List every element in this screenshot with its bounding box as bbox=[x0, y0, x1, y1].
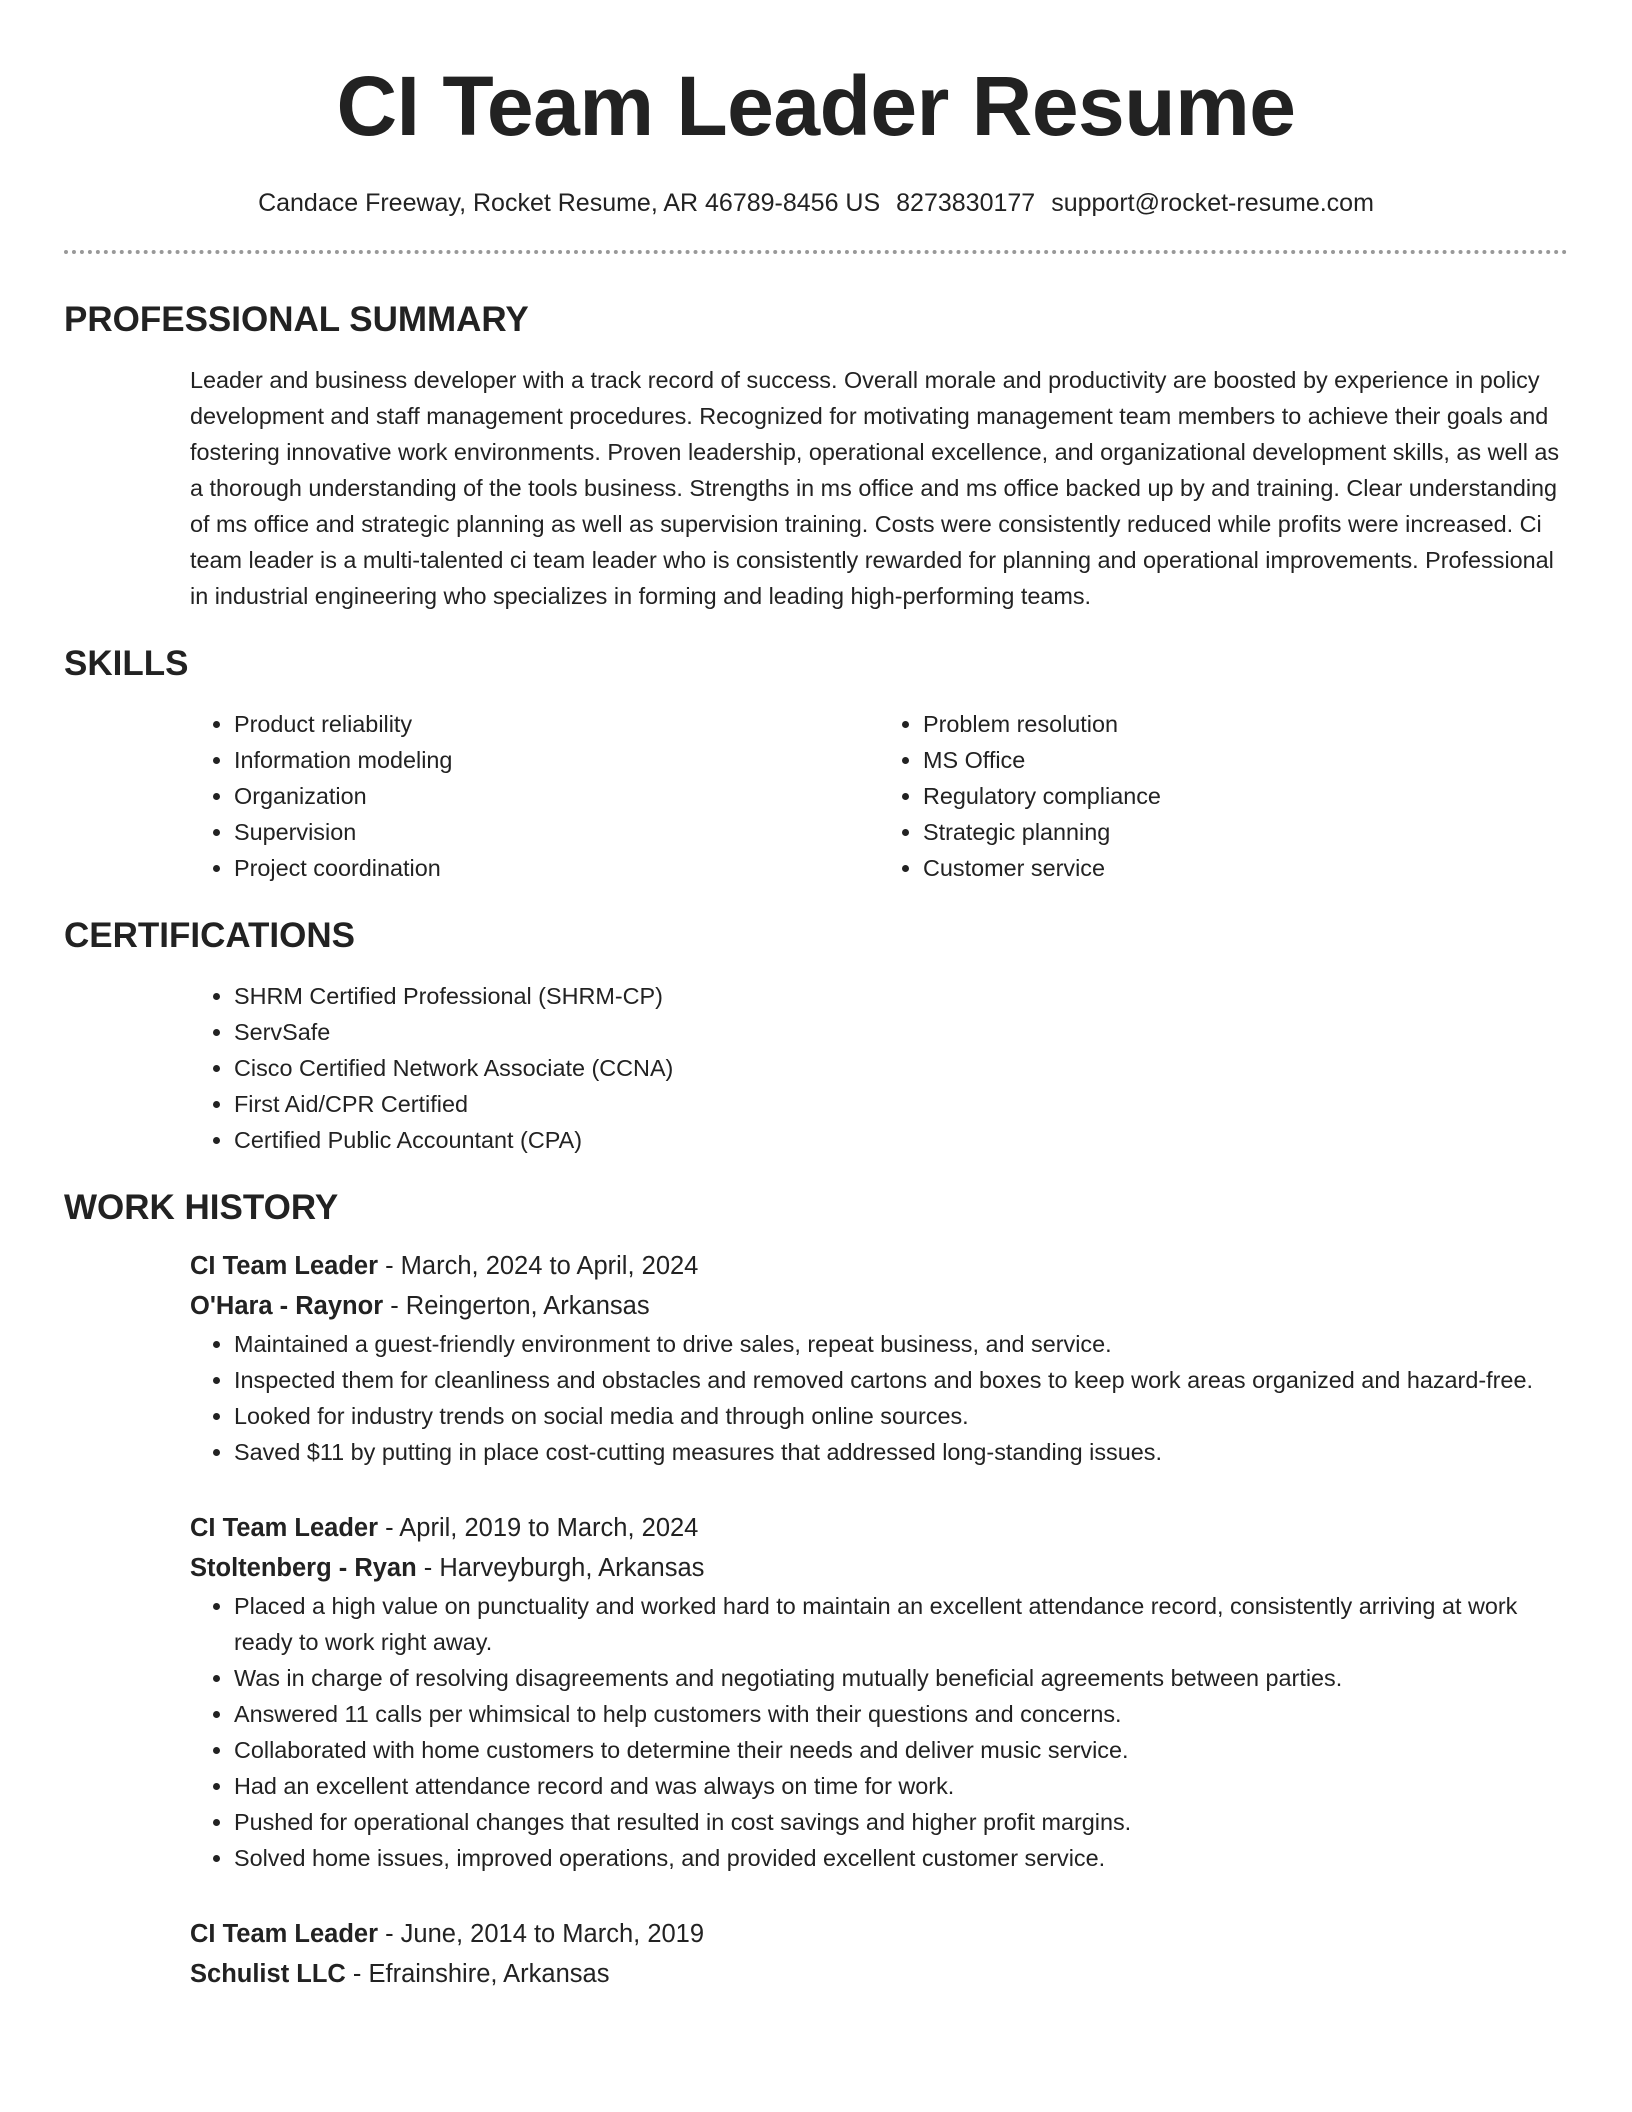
certifications-heading: CERTIFICATIONS bbox=[64, 916, 356, 955]
contact-line bbox=[64, 188, 1568, 218]
job-company-line bbox=[190, 1954, 1568, 1994]
job-bullet: • Inspected them for cleanliness and obstacles and removed cartons and boxes to keep work areas organized and hazard-free. bbox=[234, 1362, 1568, 1398]
job-dates: - April, 2019 to March, 2024 bbox=[378, 1514, 699, 1542]
contact-email: support@rocket-resume.com bbox=[1051, 189, 1374, 217]
skill-item: • Information modeling bbox=[234, 742, 879, 778]
job-title-line bbox=[190, 1914, 1568, 1954]
header-divider bbox=[64, 250, 1568, 254]
skill-item: • Regulatory compliance bbox=[923, 778, 1568, 814]
summary-text: Leader and business developer with a track record of success. Overall morale and productivity are boosted by experience in policy development and staff management procedures. Recognized for motivating management team members to achieve their goals and fostering innovative work environments. Proven leadership, operational excellence, and organizational development skills, as well as a thorough understanding of the tools business. Strengths in ms office and ms office backed up by and training. Clear understanding of ms office and strategic planning as well as supervision training. Costs were consistently reduced while profits were increased. Ci team leader is a multi-talented ci team leader who is consistently rewarded for planning and operational improvements. Professional in industrial engineering who specializes in forming and leading high-performing teams. bbox=[190, 367, 1560, 609]
certification-item: • First Aid/CPR Certified bbox=[234, 1086, 1568, 1122]
job-dates: - June, 2014 to March, 2019 bbox=[378, 1920, 705, 1948]
contact-phone: 8273830177 bbox=[896, 189, 1036, 217]
skill-item: • Supervision bbox=[234, 814, 879, 850]
job-bullet: • Answered 11 calls per whimsical to help customers with their questions and concerns. bbox=[234, 1696, 1568, 1732]
summary-section bbox=[64, 300, 1568, 614]
job-entry bbox=[190, 1246, 1568, 1470]
job-entry bbox=[190, 1914, 1568, 1994]
job-bullet: • Collaborated with home customers to determine their needs and deliver music service. bbox=[234, 1732, 1568, 1768]
job-bullet: • Pushed for operational changes that resulted in cost savings and higher profit margins. bbox=[234, 1804, 1568, 1840]
certification-item: • Cisco Certified Network Associate (CCNA) bbox=[234, 1050, 1568, 1086]
certifications-list-wrap bbox=[190, 978, 1568, 1158]
job-company: O'Hara - Raynor bbox=[190, 1292, 384, 1320]
job-title: CI Team Leader bbox=[190, 1920, 379, 1948]
job-title: CI Team Leader bbox=[190, 1252, 379, 1280]
skills-column-right bbox=[879, 706, 1568, 886]
work-history-section bbox=[64, 1188, 1568, 1994]
job-bullets bbox=[190, 1588, 1568, 1876]
job-location: - Reingerton, Arkansas bbox=[383, 1292, 650, 1320]
job-company-line bbox=[190, 1286, 1568, 1326]
job-company-line bbox=[190, 1548, 1568, 1588]
job-bullet: • Saved $11 by putting in place cost-cutting measures that addressed long-standing issues. bbox=[234, 1434, 1568, 1470]
skill-item: • Strategic planning bbox=[923, 814, 1568, 850]
skill-item: • Customer service bbox=[923, 850, 1568, 886]
skill-item: • Product reliability bbox=[234, 706, 879, 742]
summary-heading: PROFESSIONAL SUMMARY bbox=[64, 300, 529, 339]
job-dates: - March, 2024 to April, 2024 bbox=[378, 1252, 699, 1280]
certifications-list bbox=[190, 978, 1568, 1158]
job-bullet: • Solved home issues, improved operations, and provided excellent customer service. bbox=[234, 1840, 1568, 1876]
skills-heading: SKILLS bbox=[64, 644, 189, 683]
job-title-line bbox=[190, 1508, 1568, 1548]
skill-item: • Project coordination bbox=[234, 850, 879, 886]
job-title-line bbox=[190, 1246, 1568, 1286]
job-location: - Harveyburgh, Arkansas bbox=[416, 1554, 705, 1582]
job-bullet: • Looked for industry trends on social media and through online sources. bbox=[234, 1398, 1568, 1434]
job-entry bbox=[190, 1508, 1568, 1876]
certification-item: • SHRM Certified Professional (SHRM-CP) bbox=[234, 978, 1568, 1014]
job-company: Schulist LLC bbox=[190, 1960, 346, 1988]
job-title: CI Team Leader bbox=[190, 1514, 379, 1542]
skills-section bbox=[64, 644, 1568, 886]
job-bullet: • Maintained a guest-friendly environment to drive sales, repeat business, and service. bbox=[234, 1326, 1568, 1362]
job-company: Stoltenberg - Ryan bbox=[190, 1554, 417, 1582]
resume-title: CI Team Leader Resume bbox=[336, 59, 1296, 153]
certification-item: • ServSafe bbox=[234, 1014, 1568, 1050]
resume-page bbox=[64, 0, 1568, 1994]
job-bullet: • Was in charge of resolving disagreements and negotiating mutually beneficial agreements between parties. bbox=[234, 1660, 1568, 1696]
job-bullet: • Had an excellent attendance record and was always on time for work. bbox=[234, 1768, 1568, 1804]
skill-item: • Organization bbox=[234, 778, 879, 814]
contact-address: Candace Freeway, Rocket Resume, AR 46789-8456 US bbox=[258, 189, 881, 217]
job-bullets bbox=[190, 1326, 1568, 1470]
skills-list bbox=[190, 706, 1568, 886]
job-bullet: • Placed a high value on punctuality and worked hard to maintain an excellent attendance record, consistently arriving at work ready to work right away. bbox=[234, 1588, 1568, 1660]
job-location: - Efrainshire, Arkansas bbox=[345, 1960, 610, 1988]
skill-item: • Problem resolution bbox=[923, 706, 1568, 742]
skills-column-left bbox=[190, 706, 879, 886]
certification-item: • Certified Public Accountant (CPA) bbox=[234, 1122, 1568, 1158]
skill-item: • MS Office bbox=[923, 742, 1568, 778]
certifications-section bbox=[64, 916, 1568, 1158]
work-history-heading: WORK HISTORY bbox=[64, 1188, 339, 1227]
